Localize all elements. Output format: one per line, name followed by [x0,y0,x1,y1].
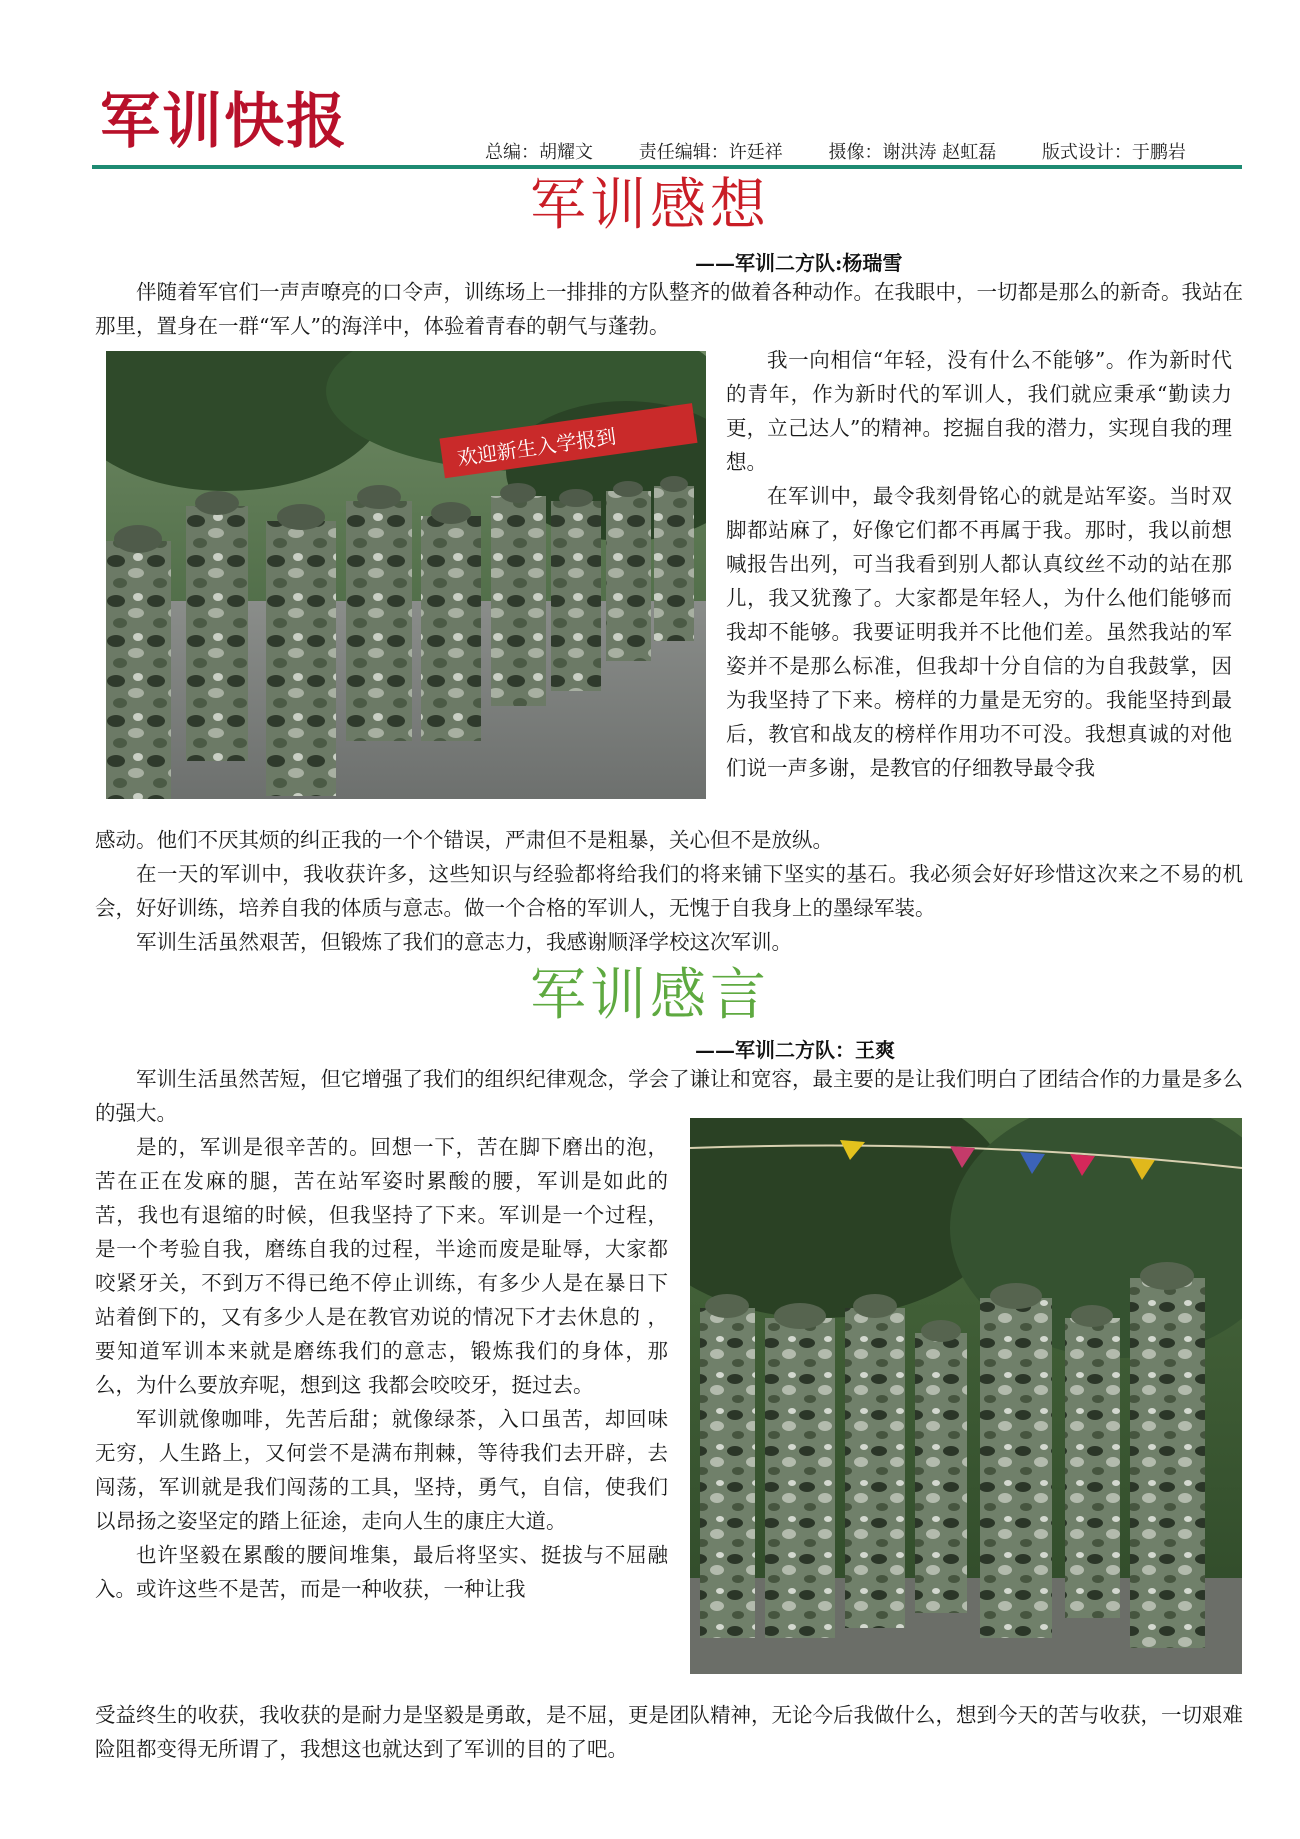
article1-right-column [726,343,1232,785]
article2-paragraph-1: 军训生活虽然苦短，但它增强了我们的组织纪律观念，学会了谦让和宽容，最主要的是让我们明白了团结合作的力量是多么的强大。 [95,1067,1243,1125]
article2-paragraph-4: 也许坚毅在累酸的腰间堆集，最后将坚实、挺拔与不屈融入。或许这些不是苦，而是一种收获，一种让我 [95,1543,668,1601]
article2-bottom [95,1698,1243,1766]
article1-paragraph-4: 在一天的军训中，我收获许多，这些知识与经验都将给我们的将来铺下坚实的基石。我必须会好好珍惜这次来之不易的机会，好好训练，培养自我的体质与意志。做一个合格的军训人，无愧于自我身上的墨绿军装。 [95,862,1243,920]
article1-byline: ——军训二方队:杨瑞雪 [695,251,903,275]
layout-design-credit: 版式设计：于鹏岩 [1041,142,1186,163]
masthead-logo: 军训快报 [100,87,348,157]
article1-paragraph-1: 伴随着军官们一声声嘹亮的口令声，训练场上一排排的方队整齐的做着各种动作。在我眼中，一切都是那么的新奇。我站在那里，置身在一群“军人”的海洋中，体验着青春的朝气与蓬勃。 [95,280,1243,338]
photo-banner-text: 欢迎新生入学报到 [455,424,618,471]
article2-paragraph-4-continued: 受益终生的收获，我收获的是耐力是坚毅是勇敢，是不屈，更是团队精神，无论今后我做什么，想到今天的苦与收获，一切艰难险阻都变得无所谓了，我想这也就达到了军训的目的了吧。 [95,1703,1243,1761]
article2-left-column [95,1130,668,1606]
article2-title: 军训感言 [530,963,770,1028]
article1-paragraph-2: 我一向相信“年轻，没有什么不能够”。作为新时代的青年，作为新时代的军训人，我们就应秉承“勤读力更，立己达人”的精神。挖掘自我的潜力，实现自我的理想。 [726,348,1232,474]
article2-paragraph-2: 是的，军训是很辛苦的。回想一下，苦在脚下磨出的泡，苦在正在发麻的腿，苦在站军姿时累酸的腰，军训是如此的苦，我也有退缩的时候，但我坚持了下来。军训是一个过程，是一个考验自我，磨练自我的过程，半途而废是耻辱，大家都咬紧牙关，不到万不得已绝不停止训练，有多少人是在暴日下站着倒下的，又有多少人是在教官劝说的情况下才去休息的 ，要知道军训本来就是磨练我们的意志，锻炼我们的身体，那么，为什么要放弃呢，想到这 我都会咬咬牙，挺过去。 [95,1135,668,1397]
chief-editor: 总编：胡耀文 [485,142,593,163]
photography-credit: 摄像：谢洪涛 赵虹磊 [828,142,997,163]
article1-photo-standing-formation [106,351,706,799]
header-divider [92,165,1242,169]
article1-title: 军训感想 [530,173,770,238]
article1-paragraph-3: 在军训中，最令我刻骨铭心的就是站军姿。当时双脚都站麻了，好像它们都不再属于我。那时，我以前想喊报告出列，可当我看到别人都认真纹丝不动的站在那儿，我又犹豫了。大家都是年轻人，为什么他们能够而我却不能够。我要证明我并不比他们差。虽然我站的军姿并不是那么标准，但我却十分自信的为自我鼓掌，因为我坚持了下来。榜样的力量是无穷的。我能坚持到最后，教官和战友的榜样作用功不可没。我想真诚的对他们说一声多谢，是教官的仔细教导最令我 [726,484,1232,780]
article1-paragraph-3-continued: 感动。他们不厌其烦的纠正我的一个个错误，严肃但不是粗暴，关心但不是放纵。 [95,828,833,852]
article2-paragraph-3: 军训就像咖啡，先苦后甜；就像绿茶，入口虽苦，却回味无穷，人生路上，又何尝不是满布荆棘，等待我们去开辟，去闯荡，军训就是我们闯荡的工具，坚持，勇气，自信，使我们以昂扬之姿坚定的踏上征途，走向人生的康庄大道。 [95,1407,668,1533]
article1-paragraph-5: 军训生活虽然艰苦，但锻炼了我们的意志力，我感谢顺泽学校这次军训。 [136,930,792,954]
article1-intro [95,275,1243,343]
responsible-editor: 责任编辑：许廷祥 [638,142,783,163]
article2-byline: ——军训二方队：王爽 [695,1038,895,1062]
article2-photo-marching-formation [690,1118,1242,1674]
masthead-credits [485,138,1186,164]
article1-bottom [95,823,1243,959]
